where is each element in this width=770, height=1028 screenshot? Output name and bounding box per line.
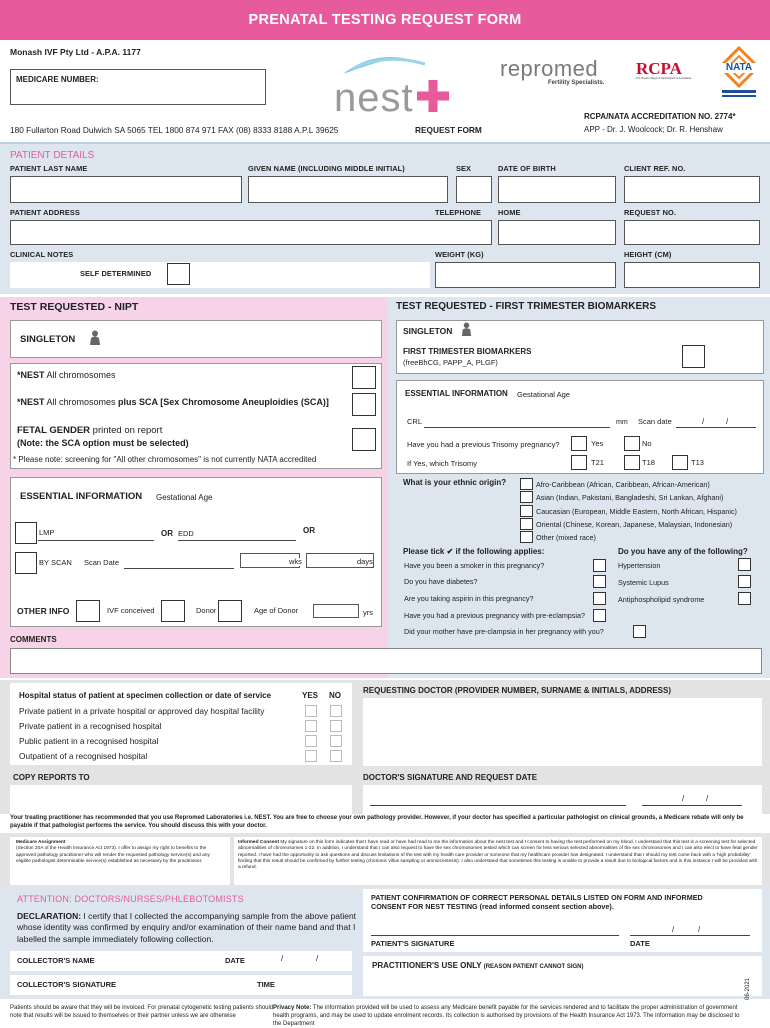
age-donor-field[interactable] xyxy=(313,604,359,618)
ethnic-option-label: Other (mixed race) xyxy=(536,533,596,543)
ftb-scan-slash1: / xyxy=(702,417,705,426)
consent-text: My signature on this form indicates that I have read or have had read to me the information about the nest test and I consent to having the test performed on my blood. I understand that this test is a screening test for selected abnormalities of chromosomes 1-22. In addition, I understand that I can also request to have the sex chromosomes tested which can screen for less serious selected abnormalities of the sex chromosomes and I can also elect to have fetal gender reported. I have had the opportunity to ask questions and discuss limitations of the test with my health care provider or someone that my healthcare provider has designated. I understand that I should my test come back with a 'high probability' finding that this result should be confirmed by further testing (chorionic villus sampling or amniocentesis). I also understand that sometimes this testing is unable to provide a result due to biological factors and in this instance I will be provided with a refund. xyxy=(238,840,758,871)
trisomy-yes-checkbox[interactable] xyxy=(571,436,587,451)
doctor-signature-field[interactable] xyxy=(363,785,762,812)
health-question-checkbox[interactable] xyxy=(593,575,606,588)
label-given-name: GIVEN NAME (INCLUDING MIDDLE INITIAL) xyxy=(248,164,405,173)
health-question-checkbox[interactable] xyxy=(633,625,646,638)
rcpa-logo-sub: The Royal College of Pathologists of Australasia xyxy=(636,77,692,80)
medicare-text: (Section 20A of the Health Insurance Act 1973). I offer to assign my right to benefits to the approved pathology practitioner who will render the requested pathology service(s) and any eligible pathologist determinable service(s) established as necessary by the practitioner. xyxy=(16,846,210,864)
doctor-date-underline xyxy=(642,805,742,806)
hospital-yes-checkbox[interactable] xyxy=(305,735,317,747)
label-sex: SEX xyxy=(456,164,472,173)
patient-signature-label: PATIENT'S SIGNATURE xyxy=(371,939,455,948)
scan-date-underline xyxy=(124,568,234,569)
ethnic-question: What is your ethnic origin? xyxy=(403,478,507,487)
band-bg-3 xyxy=(352,765,363,814)
nest-logo-text: nest xyxy=(334,76,414,120)
nipt-gestational-label: Gestational Age xyxy=(156,493,213,502)
footer-privacy: Privacy Note: The information provided will be used to assess any Medicare benefit payable for the services rendered and to facilitate the proper administration of government health programs, and may be used to update enrolment records. Its collection is authorised by provisions of the Health Insurance Act 1973. The information may be disclosed to the Department xyxy=(273,1005,740,1028)
or-label-1: OR xyxy=(161,529,173,538)
form-code: 06-2021 xyxy=(745,977,751,1000)
t21-label: T21 xyxy=(591,458,604,467)
request-form-label: REQUEST FORM xyxy=(415,125,482,135)
nipt-essential-title: ESSENTIAL INFORMATION xyxy=(20,491,143,502)
nata-logo xyxy=(718,46,760,104)
hospital-yes-checkbox[interactable] xyxy=(305,750,317,762)
label-request-no: REQUEST NO. xyxy=(624,208,677,217)
accreditation: RCPA/NATA ACCREDITATION NO. 2774* xyxy=(584,112,736,121)
label-clinical-notes: CLINICAL NOTES xyxy=(10,250,74,259)
label-home: HOME xyxy=(498,208,521,217)
trisomy-no-label: No xyxy=(642,439,652,448)
hospital-no-checkbox[interactable] xyxy=(330,735,342,747)
practitioner-label: PRACTITIONER'S USE ONLY (REASON PATIENT CANNOT SIGN) xyxy=(372,961,584,970)
hospital-status-label: Private patient in a recognised hospital xyxy=(19,721,162,731)
ethnic-checkbox[interactable] xyxy=(520,491,533,503)
mm-label: mm xyxy=(616,419,628,426)
medicare-label: MEDICARE NUMBER: xyxy=(16,75,99,84)
requesting-doctor-label: REQUESTING DOCTOR (PROVIDER NUMBER, SURNAME & INITIALS, ADDRESS) xyxy=(363,686,672,695)
nipt-singleton-label: SINGLETON xyxy=(20,334,76,345)
ftb-scan-date-label: Scan date xyxy=(638,417,672,426)
lmp-label: LMP xyxy=(39,528,55,537)
t18-label: T18 xyxy=(642,458,655,467)
sex-field[interactable] xyxy=(456,176,492,203)
t13-label: T13 xyxy=(691,458,704,467)
ftb-biomarkers-label: FIRST TRIMESTER BIOMARKERS xyxy=(403,347,532,356)
collector-time-label: TIME xyxy=(257,980,275,989)
self-determined-checkbox[interactable] xyxy=(167,263,190,285)
provider-notice: Your treating practitioner has recommended that you use Repromed Laboratories i.e. NEST. You are free to choose your own pathology provider. However, if your doctor has specified a particular pathologist on clinical grounds, a Medicare rebate will only be payable if that pathologist performs the service. You should discuss this with your doctor. xyxy=(10,815,744,829)
by-scan-checkbox[interactable] xyxy=(15,552,37,574)
fetal-gender-checkbox[interactable] xyxy=(352,428,376,451)
hospital-yes-label: YES xyxy=(302,691,319,700)
weight-field[interactable] xyxy=(435,262,616,288)
scan-date-label: Scan Date xyxy=(84,558,120,567)
comments-field[interactable] xyxy=(10,648,762,674)
label-last-name: PATIENT LAST NAME xyxy=(10,164,88,173)
label-dob: DATE OF BIRTH xyxy=(498,164,556,173)
ftb-scan-slash2: / xyxy=(726,417,729,426)
health-question-label: Are you taking aspirin in this pregnancy? xyxy=(404,594,534,603)
hospital-yes-checkbox[interactable] xyxy=(305,705,317,717)
ftb-title: TEST REQUESTED - FIRST TRIMESTER BIOMARKERS xyxy=(396,301,657,312)
condition-label: Hypertension xyxy=(618,561,661,570)
condition-label: Systemic Lupus xyxy=(618,578,669,587)
given-name-field[interactable] xyxy=(248,176,448,203)
trisomy-yes-label: Yes xyxy=(591,439,604,448)
patient-details-title: PATIENT DETAILS xyxy=(10,150,95,161)
label-telephone: TELEPHONE xyxy=(435,208,482,217)
confirmation-title: PATIENT CONFIRMATION OF CORRECT PERSONAL DETAILS LISTED ON FORM AND INFORMED CONSENT FOR NEST TESTING (read informed consent section above). xyxy=(371,893,703,912)
label-height: HEIGHT (CM) xyxy=(624,250,672,259)
request-no-field[interactable] xyxy=(624,220,760,245)
nata-note: * Please note: screening for "All other chromosomes" is not currently NATA accredited xyxy=(13,455,317,464)
nipt-all-chromosomes-checkbox[interactable] xyxy=(352,366,376,389)
health-question-label: Do you have diabetes? xyxy=(404,577,478,586)
donor-checkbox[interactable] xyxy=(218,600,242,622)
copy-reports-label: COPY REPORTS TO xyxy=(13,773,90,782)
health-question-label: Have you had a previous pregnancy with pre-eclampsia? xyxy=(404,611,585,620)
label-weight: WEIGHT (KG) xyxy=(435,250,484,259)
doctor-sig-underline xyxy=(370,805,626,806)
trisomy-question: Have you had a previous Trisomy pregnancy? xyxy=(407,440,560,449)
health-question-label: Did your mother have pre-clampsia in her pregnancy with you? xyxy=(404,627,604,636)
company-line: Monash IVF Pty Ltd - A.P.A. 1177 xyxy=(10,47,141,57)
attention-title: ATTENTION: DOCTORS/NURSES/PHLEBOTOMISTS xyxy=(17,894,244,904)
please-tick-label: Please tick ✔ if the following applies: xyxy=(403,547,545,556)
ethnic-option-label: Caucasian (European, Middle Eastern, North African, Hispanic) xyxy=(536,506,737,516)
address-line: 180 Fullarton Road Dulwich SA 5065 TEL 1800 874 971 FAX (08) 8333 8188 A.P.L 39625 xyxy=(10,125,339,135)
collector-name-label: COLLECTOR'S NAME xyxy=(17,956,95,965)
nata-logo-text: NATA xyxy=(718,63,760,73)
nipt-sca-checkbox[interactable] xyxy=(352,393,376,416)
other-info-checkbox[interactable] xyxy=(76,600,100,622)
band-bg-2 xyxy=(0,792,10,814)
trisomy-no-checkbox[interactable] xyxy=(624,436,640,451)
condition-label: Antiphospholipid syndrome xyxy=(618,595,705,604)
ethnic-option-label: Afro-Caribbean (African, Caribbean, African-American) xyxy=(536,480,710,489)
person-icon xyxy=(88,330,102,346)
ivf-label: IVF conceived xyxy=(107,606,155,615)
client-ref-field[interactable] xyxy=(624,176,760,203)
band-bg-4 xyxy=(762,765,770,814)
ftb-essential-title: ESSENTIAL INFORMATION xyxy=(405,389,508,398)
yrs-label: yrs xyxy=(363,608,373,617)
lmp-underline xyxy=(38,540,154,541)
footer-left: Patients should be aware that they will be invoiced. For prenatal cytogenetic testing patients should note that results will be issued to themselves or their partner unless we are otherwise xyxy=(10,1005,274,1020)
by-scan-label: BY SCAN xyxy=(39,558,72,567)
collector-signature-label: COLLECTOR'S SIGNATURE xyxy=(17,980,117,989)
condition-checkbox[interactable] xyxy=(738,592,751,605)
other-info-label: OTHER INFO xyxy=(17,606,70,616)
ftb-biomarkers-sub: (freeBhCG, PAPP_A, PLGF) xyxy=(403,358,498,367)
comments-label: COMMENTS xyxy=(10,635,57,644)
doctor-date-slash2: / xyxy=(706,794,709,803)
hospital-no-checkbox[interactable] xyxy=(330,720,342,732)
declaration: DECLARATION: I certify that I collected the accompanying sample from the above patient whose identity was confirmed by enquiry and/or examination of their name band and that I labelled the sample immediately following collection. xyxy=(17,911,357,944)
patient-date-slash2: / xyxy=(698,925,701,934)
hospital-no-label: NO xyxy=(329,691,341,700)
label-self-determined: SELF DETERMINED xyxy=(80,269,152,278)
health-question-checkbox[interactable] xyxy=(593,609,606,622)
edd-label: EDD xyxy=(178,529,194,538)
requesting-doctor-field[interactable] xyxy=(363,698,762,766)
nipt-option1: *NEST All chromosomes xyxy=(17,370,116,380)
repromed-tagline: Fertility Specialists. xyxy=(548,80,605,86)
home-phone-field[interactable] xyxy=(498,220,616,245)
height-field[interactable] xyxy=(624,262,760,288)
collector-date-label: DATE xyxy=(225,956,245,965)
days-label: days xyxy=(357,557,373,566)
ftb-person-icon xyxy=(460,322,473,337)
age-donor-label: Age of Donor xyxy=(254,606,299,615)
crl-label: CRL xyxy=(407,417,423,426)
collector-date-slash2: / xyxy=(316,954,319,963)
ivf-checkbox[interactable] xyxy=(161,600,185,622)
lmp-checkbox[interactable] xyxy=(15,522,37,544)
nipt-title: TEST REQUESTED - NIPT xyxy=(10,301,139,313)
patient-date-underline xyxy=(630,935,750,936)
address-field[interactable] xyxy=(10,220,492,245)
nipt-option2: *NEST All chromosomes plus SCA [Sex Chromosome Aneuploidies (SCA)] xyxy=(17,397,329,407)
app-doctors: APP - Dr. J. Woolcock; Dr. R. Henshaw xyxy=(584,125,723,134)
ethnic-checkbox[interactable] xyxy=(520,518,533,530)
ethnic-checkbox[interactable] xyxy=(520,478,533,490)
patient-date-label: DATE xyxy=(630,939,650,948)
last-name-field[interactable] xyxy=(10,176,242,203)
label-client-ref: CLIENT REF. NO. xyxy=(624,164,686,173)
medicare-title: Medicare Assignment xyxy=(16,840,66,845)
doctor-date-slash1: / xyxy=(682,794,685,803)
fetal-gender-label: FETAL GENDER printed on report xyxy=(17,425,163,436)
clinical-notes-field[interactable] xyxy=(10,262,430,288)
dob-field[interactable] xyxy=(498,176,616,203)
hospital-status-label: Outpatient of a recognised hospital xyxy=(19,751,148,761)
consent-box xyxy=(234,837,762,885)
medicare-box xyxy=(10,837,230,885)
if-yes-label: If Yes, which Trisomy xyxy=(407,459,478,468)
lmp-date-field[interactable] xyxy=(38,522,154,542)
repromed-logo: repromed xyxy=(500,56,599,81)
ethnic-checkbox[interactable] xyxy=(520,531,533,543)
consent-title: Informed Consent xyxy=(238,840,280,845)
rcpa-logo: RCPA xyxy=(636,59,682,78)
hospital-no-checkbox[interactable] xyxy=(330,750,342,762)
wks-label: wks xyxy=(289,557,302,566)
patient-date-slash1: / xyxy=(672,925,675,934)
hospital-yes-checkbox[interactable] xyxy=(305,720,317,732)
patient-sig-underline xyxy=(371,935,619,936)
hospital-no-checkbox[interactable] xyxy=(330,705,342,717)
hospital-status-label: Public patient in a recognised hospital xyxy=(19,736,159,746)
ethnic-option-label: Oriental (Chinese, Korean, Japanese, Malaysian, Indonesian) xyxy=(536,519,733,529)
t21-checkbox[interactable] xyxy=(571,455,587,470)
conditions-question: Do you have any of the following? xyxy=(618,547,748,556)
ftb-gestational-label: Gestational Age xyxy=(517,390,570,399)
condition-checkbox[interactable] xyxy=(738,558,751,571)
hospital-status-label: Private patient in a private hospital or approved day hospital facility xyxy=(19,706,265,716)
t18-checkbox[interactable] xyxy=(624,455,640,470)
t13-checkbox[interactable] xyxy=(672,455,688,470)
doctor-signature-label: DOCTOR'S SIGNATURE AND REQUEST DATE xyxy=(363,773,538,782)
donor-label: Donor xyxy=(196,606,217,615)
hospital-title: Hospital status of patient at specimen collection or date of service xyxy=(19,691,272,700)
crl-underline xyxy=(424,427,610,428)
ftb-biomarkers-checkbox[interactable] xyxy=(682,345,705,368)
fetal-gender-note: (Note: the SCA option must be selected) xyxy=(17,438,189,448)
health-question-label: Have you been a smoker in this pregnancy? xyxy=(404,561,545,570)
ethnic-option-label: Asian (Indian, Pakistani, Bangladeshi, Sri Lankan, Afghani) xyxy=(536,493,724,503)
ethnic-checkbox[interactable] xyxy=(520,505,533,517)
label-address: PATIENT ADDRESS xyxy=(10,208,80,217)
ftb-singleton-label: SINGLETON xyxy=(403,326,453,336)
copy-reports-field[interactable] xyxy=(10,785,352,812)
or-label-2: OR xyxy=(303,526,315,535)
form-title: PRENATAL TESTING REQUEST FORM xyxy=(248,12,522,28)
edd-underline xyxy=(178,540,296,541)
collector-date-slash1: / xyxy=(281,954,284,963)
health-question-checkbox[interactable] xyxy=(593,559,606,572)
health-question-checkbox[interactable] xyxy=(593,592,606,605)
ftb-scan-date-underline xyxy=(676,427,756,428)
condition-checkbox[interactable] xyxy=(738,575,751,588)
patient-details-divider xyxy=(0,142,770,144)
